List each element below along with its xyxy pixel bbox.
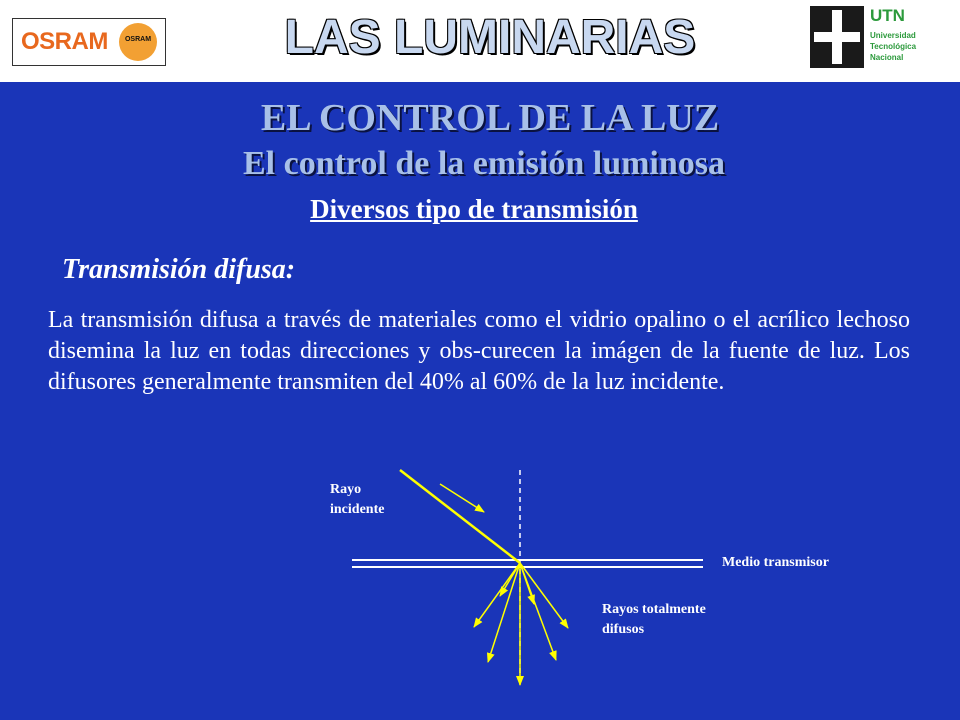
incident-ray-label bbox=[330, 480, 384, 520]
diffused-ray bbox=[520, 563, 556, 660]
main-title: LAS LUMINARIAS bbox=[284, 11, 696, 64]
topic-heading: Diversos tipo de transmisión bbox=[310, 194, 638, 224]
subtopic-heading: Transmisión difusa: bbox=[62, 254, 296, 285]
utn-subtitle-line-3: Nacional bbox=[870, 53, 904, 62]
osram-bulb-text: OSRAM bbox=[124, 36, 152, 43]
diffused-ray bbox=[488, 563, 520, 662]
subsection-heading: El control de la emisión luminosa bbox=[242, 145, 726, 182]
incident-label-line-2: incidente bbox=[330, 502, 385, 517]
incident-ray bbox=[400, 470, 520, 563]
body-paragraph: La transmisión difusa a través de materiales como el vidrio opalino o el acrílico lechoso disemina la luz en todas direcciones y obs-curecen la imágen de la fuente de luz. Los difusores generalmente transmiten del 40% al 60% de la luz incidente. bbox=[48, 307, 910, 395]
diffused-ray bbox=[520, 563, 568, 628]
diffused-rays-label bbox=[602, 600, 706, 640]
diffused-label-line-1: Rayos totalmente bbox=[602, 602, 706, 617]
diffused-ray bbox=[474, 563, 520, 627]
utn-subtitle-line-1: Universidad bbox=[870, 31, 916, 40]
osram-logo-text: OSRAM bbox=[21, 28, 108, 55]
diffused-label-line-2: difusos bbox=[602, 622, 645, 637]
incident-direction-arrow bbox=[440, 484, 484, 512]
utn-logo-name: UTN bbox=[870, 6, 905, 25]
incident-label-line-1: Rayo bbox=[330, 482, 362, 497]
section-heading: EL CONTROL DE LA LUZ bbox=[260, 97, 720, 139]
utn-subtitle-line-2: Tecnológica bbox=[870, 42, 917, 51]
medium-label: Medio transmisor bbox=[722, 555, 829, 570]
